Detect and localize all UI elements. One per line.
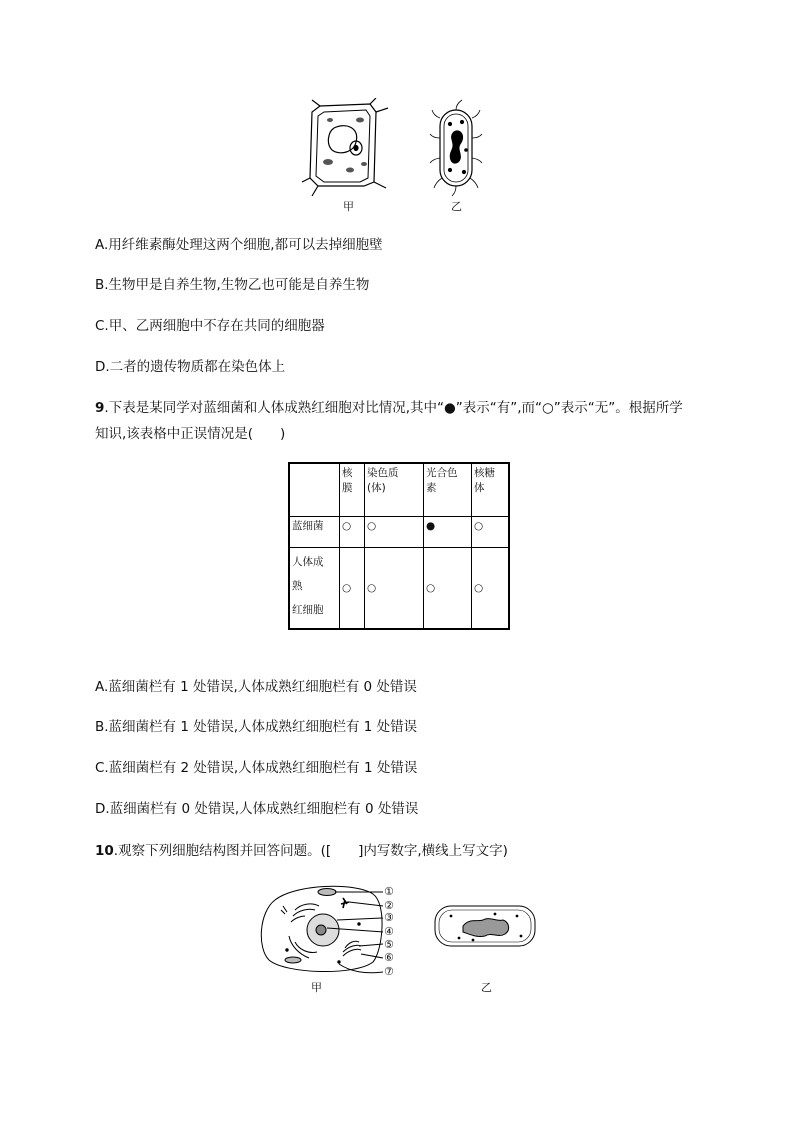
table-header-cell: 核糖 体 [472, 463, 510, 517]
q8-option-d: D.二者的遗传物质都在染色体上 [95, 359, 286, 375]
figure-cells-jia-yi [300, 98, 500, 216]
table-corner-cell [289, 463, 340, 517]
q8-option-a: A.用纤维素酶处理这两个细胞,都可以去掉细胞壁 [95, 237, 383, 253]
figure-cell-structure [255, 880, 545, 980]
q9-stem-line1: 9.下表是某同学对蓝细菌和人体成熟红细胞对比情况,其中“●”表示“有”,而“○”表示“无”。根据所学 [95, 400, 683, 416]
figure1-label-jia: 甲 [343, 200, 354, 213]
table-cell: ○ [340, 548, 365, 630]
table-cell: ○ [424, 548, 472, 630]
q10-number: 10 [95, 843, 114, 859]
comparison-table [288, 462, 510, 630]
table-cell: ○ [365, 548, 424, 630]
table-row-label: 蓝细菌 [289, 517, 340, 548]
figure2-label-2: ② [384, 899, 394, 912]
figure2-label-yi: 乙 [481, 981, 492, 994]
table-cell: ○ [340, 517, 365, 548]
plant-cell-drawing [302, 98, 388, 196]
figure2-label-5: ⑤ [384, 938, 394, 951]
table-header-cell: 光合色 素 [424, 463, 472, 517]
q9-option-b: B.蓝细菌栏有 1 处错误,人体成熟红细胞栏有 1 处错误 [95, 719, 418, 735]
table-cell: ○ [472, 548, 510, 630]
figure1-label-yi: 乙 [451, 200, 462, 213]
q9-option-a: A.蓝细菌栏有 1 处错误,人体成熟红细胞栏有 0 处错误 [95, 679, 417, 695]
table-row-label: 人体成 熟 红细胞 [289, 548, 340, 630]
animal-cell-drawing [261, 886, 383, 972]
q9-option-c: C.蓝细菌栏有 2 处错误,人体成熟红细胞栏有 1 处错误 [95, 760, 418, 776]
table-row [289, 548, 509, 630]
bacterium-drawing [430, 100, 482, 196]
table-cell: ○ [472, 517, 510, 548]
figure2-label-6: ⑥ [384, 951, 394, 964]
figure2-label-3: ③ [384, 911, 394, 924]
table-cell: ○ [365, 517, 424, 548]
table-cell: ● [424, 517, 472, 548]
q8-option-c: C.甲、乙两细胞中不存在共同的细胞器 [95, 318, 325, 334]
figure2-label-1: ① [384, 885, 394, 898]
figure2-label-7: ⑦ [384, 965, 394, 978]
table-header-cell: 核 膜 [340, 463, 365, 517]
q9-stem-line2: 知识,该表格中正误情况是( ) [95, 426, 286, 442]
table-row [289, 517, 509, 548]
table-header-cell: 染色质 (体) [365, 463, 424, 517]
figure2-label-jia: 甲 [311, 981, 322, 994]
q8-option-b: B.生物甲是自养生物,生物乙也可能是自养生物 [95, 277, 370, 293]
cell-yi-drawing [435, 906, 535, 946]
q9-option-d: D.蓝细菌栏有 0 处错误,人体成熟红细胞栏有 0 处错误 [95, 801, 419, 817]
q9-number: 9 [95, 400, 105, 416]
figure2-label-4: ④ [384, 925, 394, 938]
q10-stem: 10.观察下列细胞结构图并回答问题。([ ]内写数字,横线上写文字) [95, 843, 508, 859]
table-header-row [289, 463, 509, 517]
